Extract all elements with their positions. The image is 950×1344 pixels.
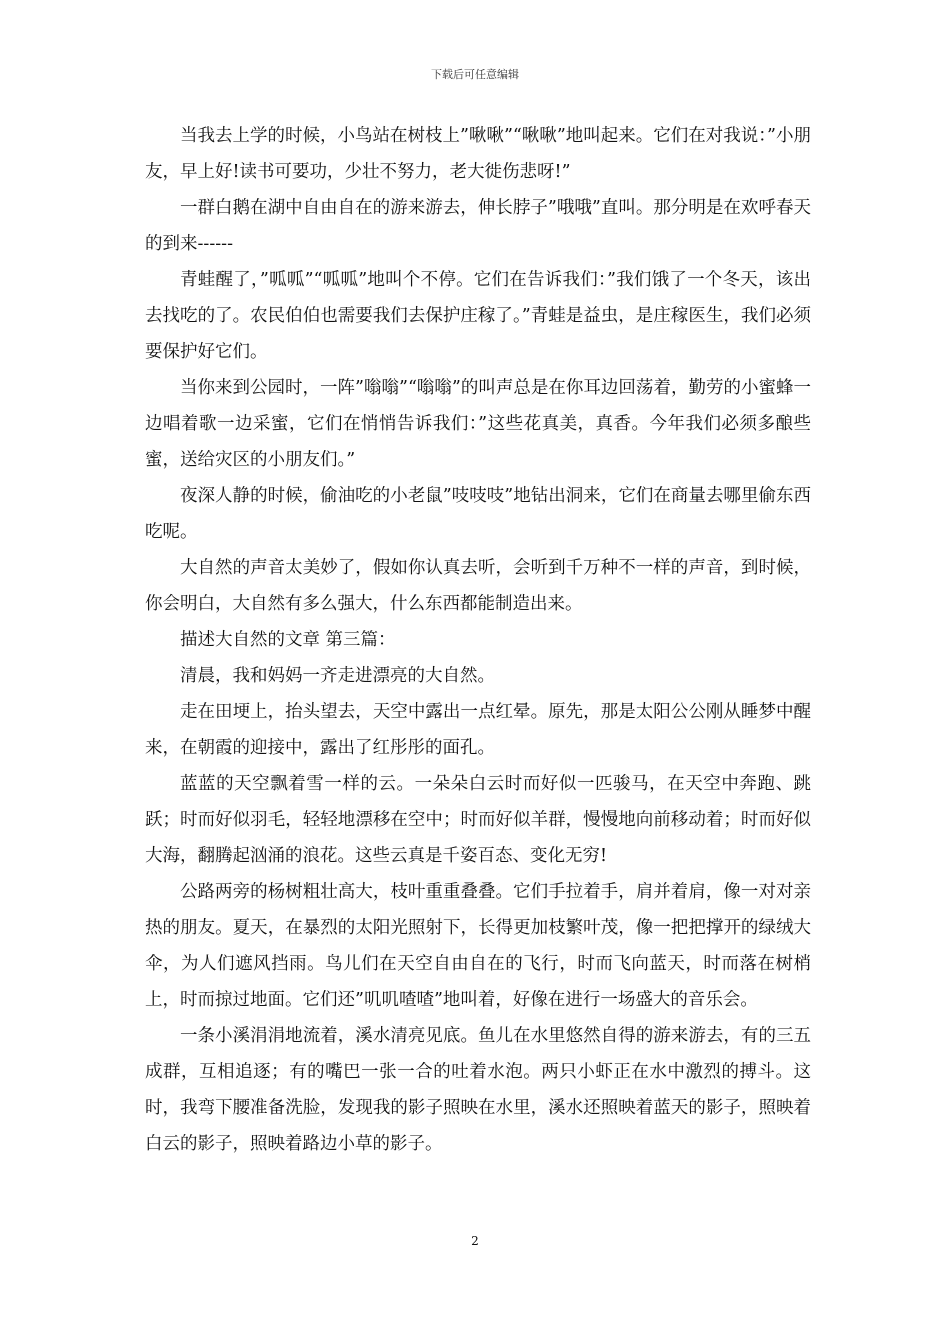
paragraph: 大自然的声音太美妙了，假如你认真去听，会听到千万种不一样的声音，到时候，你会明白，大自然有多么强大，什么东西都能制造出来。 — [145, 558, 811, 614]
paragraph: 当你来到公园时，一阵”嗡嗡”“嗡嗡”的叫声总是在你耳边回荡着，勤劳的小蜜蜂一边唱着歌一边采蜜，它们在悄悄告诉我们：”这些花真美，真香。今年我们必须多酿些蜜，送给灾区的小朋友们。” — [145, 378, 811, 470]
section-heading: 描述大自然的文章 第三篇： — [180, 630, 396, 650]
paragraph: 夜深人静的时候，偷油吃的小老鼠”吱吱吱”地钻出洞来，它们在商量去哪里偷东西吃呢。 — [145, 486, 811, 542]
paragraph: 一群白鹅在湖中自由自在的游来游去，伸长脖子”哦哦”直叫。那分明是在欢呼春天的到来------ — [145, 198, 811, 254]
paragraph: 蓝蓝的天空飘着雪一样的云。一朵朵白云时而好似一匹骏马，在天空中奔跑、跳跃；时而好似羽毛，轻轻地漂移在空中；时而好似羊群，慢慢地向前移动着；时而好似大海，翻腾起汹涌的浪花。这些云真是千姿百态、变化无穷! — [145, 774, 811, 866]
paragraph: 走在田埂上，抬头望去，天空中露出一点红晕。原先，那是太阳公公刚从睡梦中醒来，在朝霞的迎接中，露出了红彤彤的面孔。 — [145, 702, 811, 758]
paragraph: 公路两旁的杨树粗壮高大，枝叶重重叠叠。它们手拉着手，肩并着肩，像一对对亲热的朋友。夏天，在暴烈的太阳光照射下，长得更加枝繁叶茂，像一把把撑开的绿绒大伞，为人们遮风挡雨。鸟儿们在天空自由自在的飞行，时而飞向蓝天，时而落在树梢上，时而掠过地面。它们还”叽叽喳喳”地叫着，好像在进行一场盛大的音乐会。 — [145, 882, 811, 1010]
document-body — [145, 118, 811, 1162]
paragraph: 清晨，我和妈妈一齐走进漂亮的大自然。 — [180, 666, 495, 686]
paragraph: 当我去上学的时候，小鸟站在树枝上”啾啾”“啾啾”地叫起来。它们在对我说：”小朋友，早上好!读书可要功，少壮不努力，老大徙伤悲呀!” — [145, 126, 811, 182]
page-number: 2 — [471, 1234, 479, 1248]
paragraph: 青蛙醒了，”呱呱”“呱呱”地叫个不停。它们在告诉我们：”我们饿了一个冬天，该出去找吃的了。农民伯伯也需要我们去保护庄稼了。”青蛙是益虫，是庄稼医生，我们必须要保护好它们。 — [145, 270, 811, 362]
page-header: 下载后可任意编辑 — [431, 68, 519, 81]
paragraph: 一条小溪涓涓地流着，溪水清亮见底。鱼儿在水里悠然自得的游来游去，有的三五成群，互相追逐；有的嘴巴一张一合的吐着水泡。两只小虾正在水中激烈的搏斗。这时，我弯下腰准备洗脸，发现我的影子照映在水里，溪水还照映着蓝天的影子，照映着白云的影子，照映着路边小草的影子。 — [145, 1026, 811, 1154]
